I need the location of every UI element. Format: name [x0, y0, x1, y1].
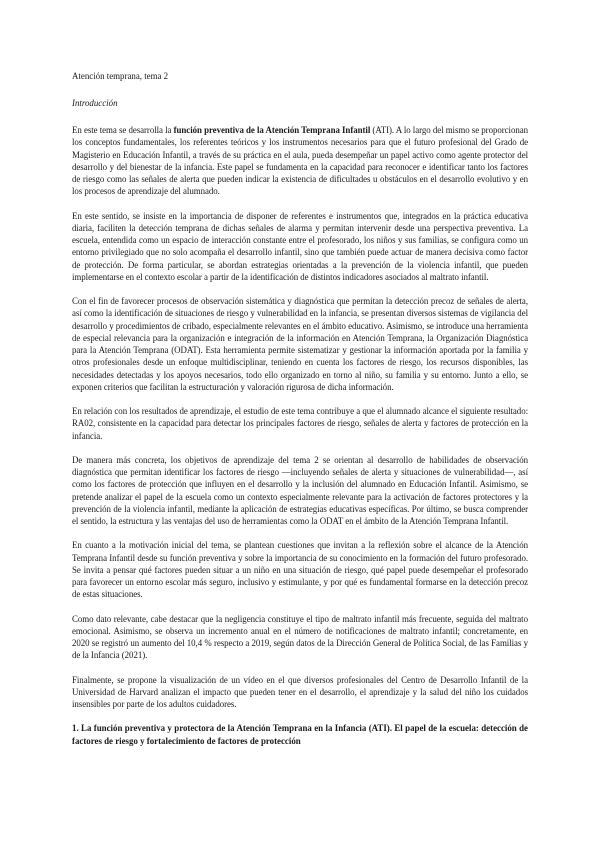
paragraph-learning-outcomes: En relación con los resultados de aprendizaje, el estudio de este tema contribuye a que el alumnado alcance el siguiente resultado: RA02, consistente en la capacidad para detectar los principales factores de riesgo, señales de alerta y factores de protección en la infancia.	[72, 406, 528, 441]
section-heading-1: 1. La función preventiva y protectora de la Atención Temprana en la Infancia (ATI). El papel de la escuela: detección de factores de riesgo y fortalecimiento de factores de protección	[72, 723, 528, 746]
paragraph-objectives: De manera más concreta, los objetivos de aprendizaje del tema 2 se orientan al desarrollo de habilidades de observación diagnóstica que permitan identificar los factores de riesgo —incluyendo señales de alerta y situaciones de vulnerabilidad—, así como los factores de protección que influyen en el desarrollo y la inclusión del alumnado en Educación Infantil. Asimismo, se pretende analizar el papel de la escuela como un contexto especialmente relevante para la activación de factores protectores y la prevención de la violencia infantil, mediante la aplicación de estrategias educativas específicas. Por último, se busca comprender el sentido, la estructura y las ventajas del uso de herramientas como la ODAT en el ámbito de la Atención Temprana Infantil.	[72, 454, 528, 526]
document-title: Atención temprana, tema 2	[72, 71, 169, 81]
paragraph-motivation: En cuanto a la motivación inicial del tema, se plantean cuestiones que invitan a la reflexión sobre el alcance de la Atención Temprana Infantil desde su función preventiva y sobre la importancia de su conocimiento en la formación del futuro profesorado. Se invita a pensar qué factores pueden situar a un niño en una situación de riesgo, qué papel puede desempeñar el profesorado para favorecer un entorno escolar más seguro, inclusivo y estimulante, y por qué es fundamental formarse en la detección precoz de estas situaciones.	[72, 540, 528, 600]
paragraph-odat: Con el fin de favorecer procesos de observación sistemática y diagnóstica que permitan la detección precoz de señales de alerta, así como la identificación de situaciones de riesgo y vulnerabilidad en la infancia, se presentan diversos sistemas de vigilancia del desarrollo y procedimientos de cribado, especialmente relevantes en el ámbito educativo. Asimismo, se introduce una herramienta de especial relevancia para la organización e integración de la información en Atención Temprana, la Organización Diagnóstica para la Atención Temprana (ODAT). Esta herramienta permite sistematizar y gestionar la información aportada por la familia y otros profesionales desde un enfoque multidisciplinar, teniendo en cuenta los factores de riesgo, los recursos disponibles, las necesidades detectadas y los apoyos necesarios, todo ello organizado en torno al niño, su familia y su entorno. Junto a ello, se exponen criterios que facilitan la estructuración y valoración rigurosa de dicha información.	[72, 296, 528, 392]
intro-text-rest: (ATI). A lo largo del mismo se proporcionan los conceptos fundamentales, los referentes teóricos y los instrumentos necesarios para que el futuro profesional del Grado de Magisterio en Educación Infantil, a través de su práctica en el aula, pueda desempeñar un papel activo como agente protector del desarrollo y del bienestar de la infancia. Este papel se fundamenta en la capacidad para reconocer e identificar tanto los factores de riesgo como las señales de alerta que pueden indicar la existencia de dificultades u obstáculos en el desarrollo evolutivo y en los procesos de aprendizaje del alumnado.	[72, 125, 528, 197]
intro-bold-term: función preventiva de la Atención Temprana Infantil	[173, 125, 371, 135]
intro-paragraph	[72, 124, 528, 198]
document-body	[72, 71, 528, 747]
paragraph-video: Finalmente, se propone la visualización de un vídeo en el que diversos profesionales del Centro de Desarrollo Infantil de la Universidad de Harvard analizan el impacto que pueden tener en el desarrollo, el aprendizaje y la salud del niño los cuidados insensibles por parte de los adultos cuidadores.	[72, 674, 528, 709]
paragraph-detection: En este sentido, se insiste en la importancia de disponer de referentes e instrumentos que, integrados en la práctica educativa diaria, faciliten la detección temprana de dichas señales de alarma y permitan intervenir desde una perspectiva preventiva. La escuela, entendida como un espacio de interacción constante entre el profesorado, los niños y sus familias, se configura como un entorno privilegiado que no solo acompaña el desarrollo infantil, sino que también puede actuar de manera decisiva como factor de protección. De forma particular, se abordan estrategias orientadas a la prevención de la violencia infantil, que pueden implementarse en el contexto escolar a partir de la identificación de distintos indicadores asociados al maltrato infantil.	[72, 210, 528, 282]
paragraph-data: Como dato relevante, cabe destacar que la negligencia constituye el tipo de maltrato infantil más frecuente, seguida del maltrato emocional. Asimismo, se observa un incremento anual en el número de notificaciones de maltrato infantil; concretamente, en 2020 se registró un aumento del 10,4 % respecto a 2019, según datos de la Dirección General de Política Social, de las Familias y de la Infancia (2021).	[72, 613, 528, 661]
intro-text-start: En este tema se desarrolla la	[72, 125, 174, 135]
section-label-introduction: Introducción	[72, 98, 118, 108]
